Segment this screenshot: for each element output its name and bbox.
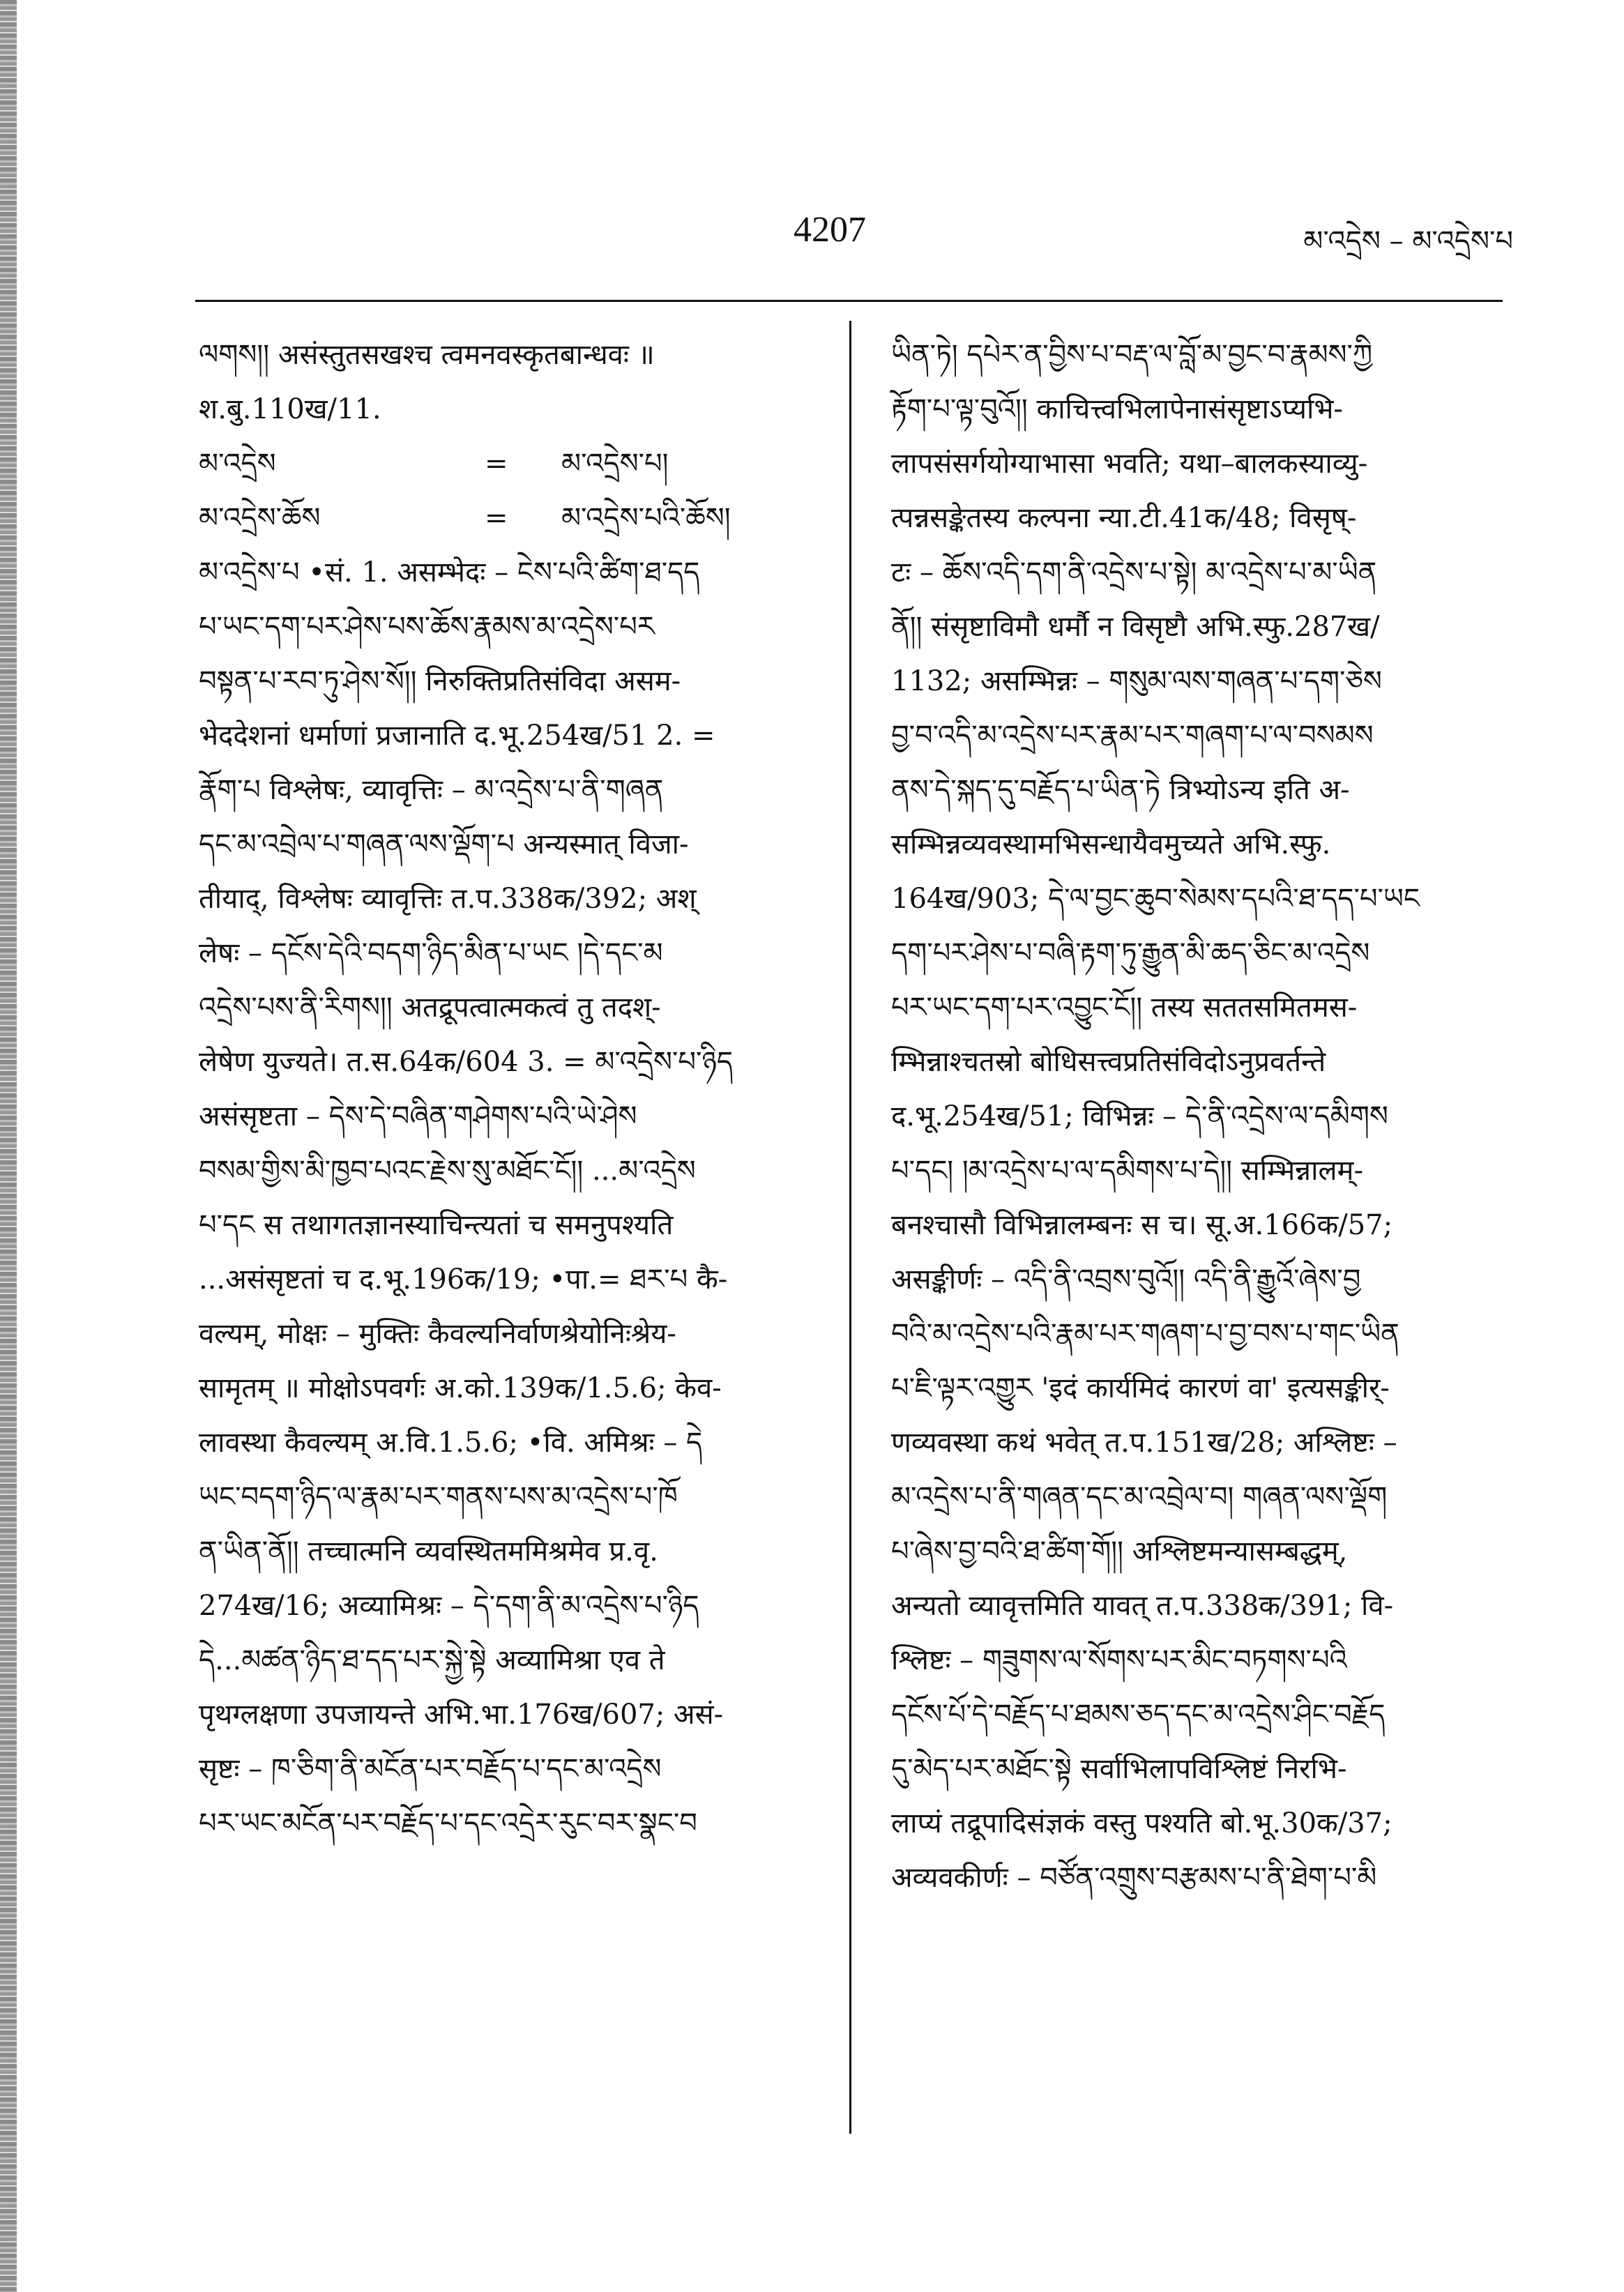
text-line: बनश्चासौ विभिन्नालम्बनः स च। सू.अ.166क/57; <box>891 1209 1393 1241</box>
text-line: लेषेण युज्यते। त.स.64क/604 3. = མ་འདྲེས་པ་ཉིད <box>199 1046 734 1078</box>
scan-binding-edge <box>0 0 17 2292</box>
text-line: अव्यवकीर्णः – བཙོན་འགྲུས་བརྩམས་པ་ནི་ཐེག་པ་མི <box>891 1862 1377 1894</box>
text-line: པ་ཞེས་བྱ་བའི་ཐ་ཚིག་གོ།། अश्लिष्टमन्यासम्बद्धम्, <box>891 1535 1348 1568</box>
cross-reference: མ་འདྲེས་པའི་ཆོས། <box>561 502 731 534</box>
header-rule <box>195 300 1503 302</box>
text-line: द.भू.254ख/51; विभिन्नः – དེ་ནི་འདྲེས་ལ་དམིགས <box>891 1100 1388 1132</box>
text-line: सामृतम् ॥ मोक्षोऽपवर्गः अ.को.139क/1.5.6; केव- <box>199 1372 722 1404</box>
text-line: འདྲེས་པས་ནི་རིགས།། अतद्रूपत्वात्मकत्वं तु तदश्- <box>199 992 661 1024</box>
text-line: དངོས་པོ་དེ་བརྗོད་པ་ཐམས་ཅད་དང་མ་འདྲེས་ཤིང་བརྗོད <box>891 1699 1386 1731</box>
equivalence-row <box>199 491 812 545</box>
text-line: པར་ཡང་མངོན་པར་བརྗོད་པ་དང་འདྲེར་རུང་བར་སྣང་བ <box>199 1807 697 1839</box>
text-line: པ་ཇི་ལྟར་འགྱུར 'इदं कार्यमिदं कारणं वा' इत्यसङ्कीर्- <box>891 1372 1390 1404</box>
text-line: མ་འདྲེས་པ་ནི་གཞན་དང་མ་འབྲེལ་བ། གཞན་ལས་ལྡོག <box>891 1481 1388 1513</box>
text-line: पृथग्लक्षणा उपजायन्ते अभि.भा.176ख/607; असं- <box>199 1699 724 1731</box>
text-line: अन्यतो व्यावृत्तमिति यावत् त.प.338क/391; वि- <box>891 1590 1394 1622</box>
text-line: सृष्टः – ཁ་ཅིག་ནི་མངོན་པར་བརྗོད་པ་དང་མ་འདྲེས <box>199 1753 662 1785</box>
text-line: དུ་མེད་པར་མཐོང་སྟེ सर्वाभिलापविश्लिष्टं निरभि- <box>891 1753 1347 1785</box>
text-line: असंसृष्टता – དེས་དེ་བཞིན་གཤེགས་པའི་ཡེ་ཤེས <box>199 1100 637 1132</box>
text-line: असङ्कीर्णः – འདི་ནི་འབྲས་བུའོ།། འདི་ནི་རྒྱུའོ་ཞེས་བྱ <box>891 1263 1361 1296</box>
text-line: ནོ།། संसृष्टाविमौ धर्मौ न विसृष्टौ अभि.स्फु.287ख/ <box>891 611 1380 643</box>
equivalence-row <box>199 437 812 491</box>
text-line: लावस्था कैवल्यम् अ.वि.1.5.6; •वि. अमिश्रः – དེ <box>199 1427 703 1459</box>
text-line: ཡང་བདག་ཉིད་ལ་རྣམ་པར་གནས་པས་མ་འདྲེས་པ་ཁོ <box>199 1481 678 1513</box>
text-line: རྟོག་པ་ལྟ་བུའོ།། काचित्त्वभिलापेनासंसृष्टाऽप्यभि- <box>891 393 1343 425</box>
text-line: वल्यम्, मोक्षः – मुक्तिः कैवल्यनिर्वाणश्रेयोनिःश्रेय- <box>199 1318 676 1350</box>
text-line: 274ख/16; अव्यामिश्रः – དེ་དག་ནི་མ་འདྲེས་པ་ཉིད <box>199 1590 699 1622</box>
text-line: བྱ་བ་འདི་མ་འདྲེས་པར་རྣམ་པར་གཞག་པ་ལ་བསམས <box>891 720 1374 752</box>
text-line: लापसंसर्गयोग्याभासा भवति; यथा–बालकस्याव्यु- <box>891 448 1368 480</box>
headword: མ་འདྲེས་ཆོས <box>199 502 321 534</box>
text-line: 164ख/903; དེ་ལ་བྱང་ཆུབ་སེམས་དཔའི་ཐ་དད་པ་ཡང <box>891 883 1420 915</box>
text-line: श.बु.110ख/11. <box>199 393 381 425</box>
text-line: པར་ཡང་དག་པར་འབྱུང་ངོ།། तस्य सततसमितमस- <box>891 992 1358 1024</box>
text-line: त्पन्नसङ्केतस्य कल्पना न्या.टी.41क/48; विसृष्- <box>891 502 1357 534</box>
text-line: तीयाद्, विश्लेषः व्यावृत्तिः त.प.338क/392; अश् <box>199 883 697 915</box>
text-line: णव्यवस्था कथं भवेत् त.प.151ख/28; अश्लिष्टः – <box>891 1427 1397 1459</box>
dictionary-entry-continued <box>891 328 1505 1905</box>
page-number: 4207 <box>794 210 866 250</box>
text-line: ལགས།། असंस्तुतसखश्च त्वमनवस्कृतबान्धवः ॥ <box>199 339 655 371</box>
right-column <box>891 328 1505 1905</box>
text-line: དག་པར་ཤེས་པ་བཞི་རྟག་ཏུ་རྒྱུན་མི་ཆད་ཅིང་མ་འདྲེས <box>891 937 1370 969</box>
text-line: བསམ་གྱིས་མི་ཁྱབ་པའང་རྗེས་སུ་མཐོང་ངོ།། ...མ་འདྲེས <box>199 1155 696 1187</box>
text-line: པ་ཡང་དག་པར་ཤེས་པས་ཆོས་རྣམས་མ་འདྲེས་པར <box>199 611 655 643</box>
text-line: सम्भिन्नव्यवस्थामभिसन्धायैवमुच्यते अभि.स्फु. <box>891 828 1331 860</box>
dictionary-entry <box>199 545 812 1851</box>
text-line: ནས་དེ་སྐད་དུ་བརྗོད་པ་ཡིན་ཏེ त्रिभ्योऽन्य इति अ- <box>891 774 1350 806</box>
text-line: བསྟན་པ་རབ་ཏུ་ཤེས་སོ།། निरुक्तिप्रतिसंविदा असम- <box>199 665 681 697</box>
running-head: མ་འདྲེས – མ་འདྲེས་པ <box>1303 225 1513 257</box>
column-divider <box>849 321 851 2134</box>
text-line: མ་འདྲེས་པ •सं. 1. असम्भेदः – ངེས་པའི་ཚིག་ཐ་དད <box>199 556 700 589</box>
text-line: म्भिन्नाश्चतस्रो बोधिसत्त्वप्रतिसंविदोऽनुप्रवर्तन्ते <box>891 1046 1326 1078</box>
text-line: རྣོག་པ विश्लेषः, व्यावृत्तिः – མ་འདྲེས་པ་ནི་གཞན <box>199 774 664 806</box>
text-line: བའི་མ་འདྲེས་པའི་རྣམ་པར་གཞག་པ་བྱ་བས་པ་གང་ཡིན <box>891 1318 1399 1350</box>
text-line: ཡིན་ཏེ། དཔེར་ན་བྱིས་པ་བརྡ་ལ་བློ་མ་བྱང་བ་རྣམས་ཀྱི <box>891 339 1373 371</box>
headword: མ་འདྲེས <box>199 448 276 480</box>
equals-sign: = <box>485 502 508 534</box>
text-line: ན་ཡིན་ནོ།། तच्चात्मनि व्यवस्थितममिश्रमेव प्र.वृ. <box>199 1535 658 1568</box>
left-column <box>199 328 812 1851</box>
text-line: श्लिष्टः – གཟུགས་ལ་སོགས་པར་མིང་བཏགས་པའི <box>891 1644 1347 1676</box>
cross-reference: མ་འདྲེས་པ། <box>561 448 669 480</box>
text-line: लेषः – དངོས་དེའི་བདག་ཉིད་མིན་པ་ཡང །དེ་དང་མ <box>199 937 663 969</box>
text-line: དང་མ་འབྲེལ་པ་གཞན་ལས་ལྡོག་པ अन्यस्मात् विजा- <box>199 828 689 860</box>
text-line: པ་དང། །མ་འདྲེས་པ་ལ་དམིགས་པ་དེ།། सम्भिन्नालम्- <box>891 1155 1363 1187</box>
equals-sign: = <box>485 448 508 480</box>
text-line: लाप्यं तद्रूपादिसंज्ञकं वस्तु पश्यति बो.भू.30क/37; <box>891 1807 1392 1839</box>
text-line: དེ...མཚན་ཉིད་ཐ་དད་པར་སྐྱེ་སྟེ अव्यामिश्रा एव ते <box>199 1644 665 1676</box>
text-line: པ་དང स तथागतज्ञानस्याचिन्त्यतां च समनुपश्यति <box>199 1209 674 1241</box>
text-line: ...असंसृष्टतां च द.भू.196क/19; •पा.= ཐར་པ कै- <box>199 1263 728 1296</box>
text-line: टः – ཆོས་འདི་དག་ནི་འདྲེས་པ་སྟེ། མ་འདྲེས་པ་མ་ཡིན <box>891 556 1377 589</box>
text-line: 1132; असम्भिन्नः – གསུམ་ལས་གཞན་པ་དག་ཅེས <box>891 665 1382 697</box>
text-line: भेददेशनां धर्माणां प्रजानाति द.भू.254ख/51 2. = <box>199 720 715 752</box>
